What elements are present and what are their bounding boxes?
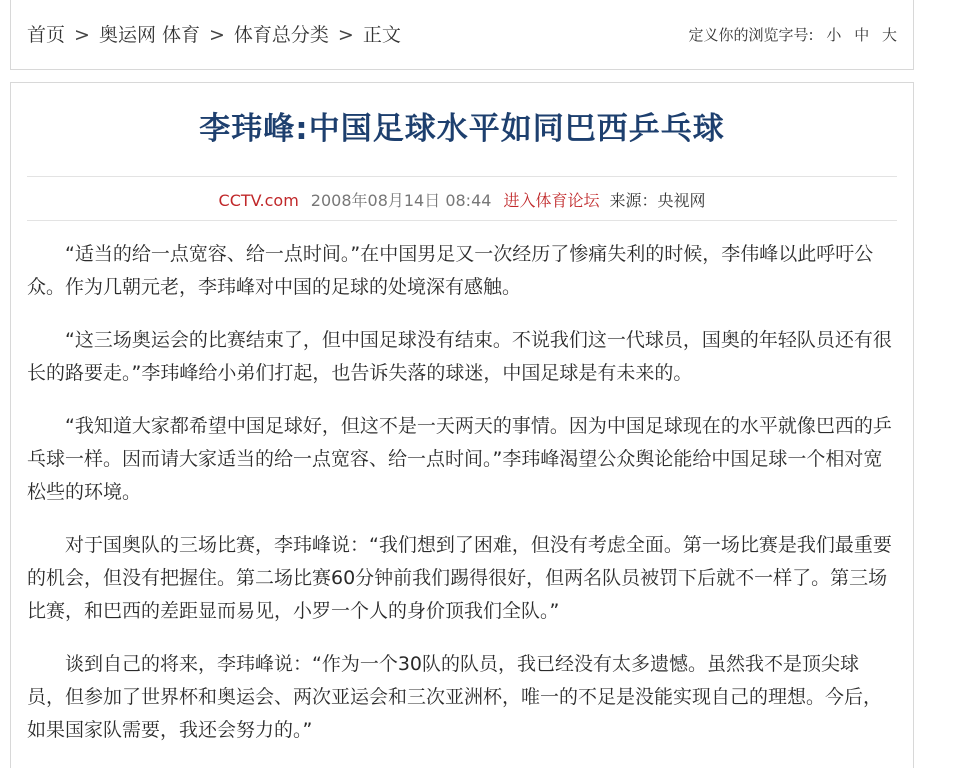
article-paragraph: “这三场奥运会的比赛结束了，但中国足球没有结束。不说我们这一代球员，国奥的年轻队员还有很长的路要走。”李玮峰给小弟们打起，也告诉失落的球迷，中国足球是有未来的。 bbox=[27, 329, 892, 384]
article-title: 李玮峰:中国足球水平如同巴西乒乓球 bbox=[199, 111, 725, 147]
source-site-name: CCTV.com bbox=[218, 191, 299, 210]
font-size-small-option[interactable]: 小 bbox=[826, 26, 842, 44]
breadcrumb-sports-category-link[interactable]: 体育总分类 bbox=[233, 24, 329, 46]
publish-datetime: 2008年08月14日 08:44 bbox=[310, 191, 492, 210]
font-size-medium-option[interactable]: 中 bbox=[854, 26, 870, 44]
breadcrumb-home-link[interactable]: 首页 bbox=[27, 24, 66, 46]
sports-forum-link[interactable]: 进入体育论坛 bbox=[503, 191, 600, 210]
breadcrumb-separator: > bbox=[74, 24, 90, 46]
breadcrumb-olympic-sports-link[interactable]: 奥运网 体育 bbox=[98, 24, 200, 46]
breadcrumb-current-page: 正文 bbox=[362, 24, 401, 46]
font-size-label: 定义你的浏览字号: bbox=[688, 26, 814, 44]
font-size-large-option[interactable]: 大 bbox=[881, 26, 897, 44]
article-source: 来源：央视网 bbox=[609, 191, 706, 210]
article-paragraph: “我知道大家都希望中国足球好，但这不是一天两天的事情。因为中国足球现在的水平就像巴西的乒乓球一样。因而请大家适当的给一点宽容、给一点时间。”李玮峰渴望公众舆论能给中国足球一个相对宽松些的环境。 bbox=[27, 415, 892, 503]
title-divider bbox=[27, 176, 897, 177]
breadcrumb-separator: > bbox=[337, 24, 354, 46]
article-paragraph: 谈到自己的将来，李玮峰说：“作为一个30队的队员，我已经没有太多遗憾。虽然我不是顶尖球员，但参加了世界杯和奥运会、两次亚运会和三次亚洲杯，唯一的不足是没能实现自己的理想。今后，如果国家队需要，我还会努力的。” bbox=[27, 653, 883, 741]
breadcrumb bbox=[27, 20, 401, 47]
article-container bbox=[10, 82, 914, 768]
article-paragraph: 对于国奥队的三场比赛，李玮峰说：“我们想到了困难，但没有考虑全面。第一场比赛是我们最重要的机会，但没有把握住。第二场比赛60分钟前我们踢得很好，但两名队员被罚下后就不一样了。第三场比赛，和巴西的差距显而易见，小罗一个人的身价顶我们全队。” bbox=[27, 534, 892, 622]
top-navigation-bar bbox=[10, 0, 914, 70]
article-paragraph: “适当的给一点宽容、给一点时间。”在中国男足又一次经历了惨痛失利的时候，李伟峰以此呼吁公众。作为几朝元老，李玮峰对中国的足球的处境深有感触。 bbox=[27, 243, 874, 298]
meta-divider bbox=[27, 220, 897, 221]
font-size-selector bbox=[689, 24, 897, 45]
article-meta bbox=[11, 188, 913, 211]
breadcrumb-separator: > bbox=[208, 24, 225, 46]
article-body bbox=[27, 238, 897, 767]
